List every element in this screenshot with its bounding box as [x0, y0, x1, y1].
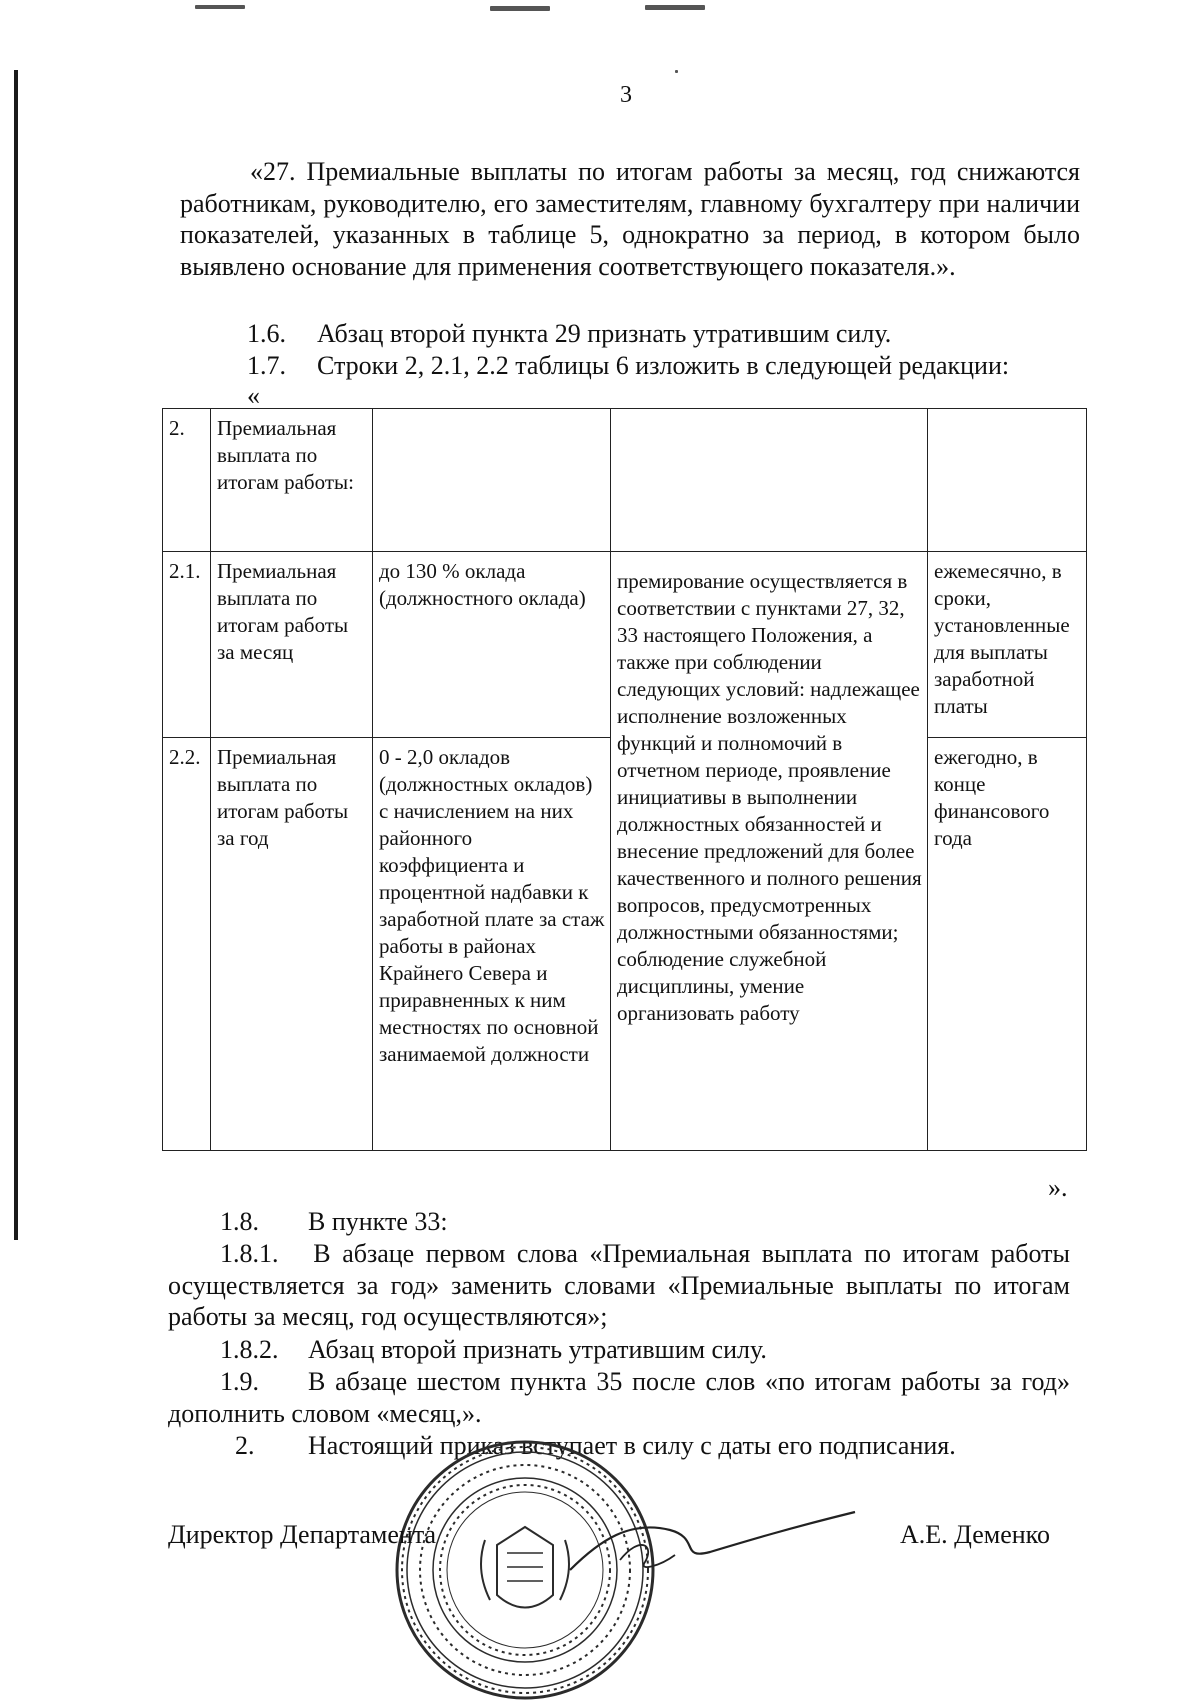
- item-number: 1.9.: [220, 1367, 259, 1396]
- item-text: В абзаце шестом пункта 35 после слов «по итогам работы за год» дополнить словом «месяц,».: [168, 1367, 1070, 1428]
- item-number: 2.: [235, 1431, 255, 1460]
- row-number: 2.1.: [163, 552, 211, 738]
- amendment-table: [162, 408, 1087, 1151]
- payment-amount: до 130 % оклада (должностного оклада): [373, 552, 611, 738]
- item-number: 1.7.: [247, 351, 286, 380]
- table-6-excerpt: [162, 408, 1087, 1151]
- item-1-9: [168, 1366, 1070, 1429]
- item-number: 1.8.: [220, 1207, 259, 1236]
- item-text: Настоящий приказ вступает в силу с даты его подписания.: [308, 1431, 956, 1460]
- payment-conditions: [611, 552, 928, 1151]
- payment-name: Премиальная выплата по итогам работы за год: [211, 738, 373, 1151]
- item-number: 1.6.: [247, 319, 286, 348]
- item-1-6: [247, 318, 891, 349]
- row-number: 2.2.: [163, 738, 211, 1151]
- payment-amount: 0 - 2,0 окладов (должностных окладов) с начислением на них районного коэффициента и процентной надбавки к заработной плате за стаж работы в районах Крайнего Севера и приравненных к ним местностях по основной занимаемой должности: [373, 738, 611, 1151]
- item-text: В абзаце первом слова «Премиальная выплата по итогам работы осуществляется за год» заменить словами «Премиальные выплаты по итогам работы за месяц, год осуществляются»;: [168, 1239, 1071, 1331]
- item-number: 1.8.2.: [220, 1335, 279, 1364]
- scan-edge-artifact: [14, 70, 18, 1240]
- payment-conditions: [611, 409, 928, 552]
- payment-period: ежемесячно, в сроки, установленные для выплаты заработной платы: [928, 552, 1087, 738]
- paragraph-27: «27. Премиальные выплаты по итогам работы за месяц, год снижаются работникам, руководителю, его заместителям, главному бухгалтеру при наличии показателей, указанных в таблице 5, однократно за период, в котором было выявлено основание для применения соответствующего показателя.».: [180, 157, 1080, 281]
- row-number: 2.: [163, 409, 211, 552]
- quote-close: ».: [1048, 1173, 1068, 1202]
- item-text: Строки 2, 2.1, 2.2 таблицы 6 изложить в следующей редакции:: [317, 351, 1010, 380]
- item-number: 1.8.1.: [220, 1239, 279, 1268]
- payment-amount: [373, 409, 611, 552]
- item-1-8-2: [220, 1334, 767, 1365]
- scan-speck: [675, 70, 678, 73]
- payment-period: [928, 409, 1087, 552]
- item-1-8: [220, 1206, 448, 1237]
- payment-period: ежегодно, в конце финансового года: [928, 738, 1087, 1151]
- signer-name: А.Е. Деменко: [900, 1520, 1050, 1549]
- item-1-7: [247, 350, 1009, 381]
- payment-name: Премиальная выплата по итогам работы:: [211, 409, 373, 552]
- signer-position: Директор Департамента: [168, 1520, 437, 1549]
- handwritten-signature-icon: [560, 1500, 860, 1590]
- scan-speck: [490, 6, 550, 11]
- conditions-text: премирование осуществляется в соответствии с пунктами 27, 32, 33 настоящего Положения, а также при соблюдении следующих условий: надлежащее исполнение возложенных функций и полномочий в отчетном периоде, проявление инициативы в выполнении должностных обязанностей и внесение предложений для более качественного и полного решения вопросов, предусмотренных должностными обязанностями; соблюдение служебной дисциплины, умение организовать работу: [617, 569, 922, 1025]
- page-number: 3: [620, 82, 632, 108]
- scan-speck: [645, 5, 705, 10]
- item-text: Абзац второй признать утратившим силу.: [308, 1335, 767, 1364]
- table-row: [163, 552, 1087, 738]
- payment-name: Премиальная выплата по итогам работы за месяц: [211, 552, 373, 738]
- item-text: В пункте 33:: [308, 1207, 448, 1236]
- scan-speck: [195, 5, 245, 9]
- table-row: [163, 409, 1087, 552]
- item-1-8-1: [168, 1238, 1070, 1333]
- item-text: Абзац второй пункта 29 признать утратившим силу.: [317, 319, 892, 348]
- quote-open: «: [247, 381, 260, 410]
